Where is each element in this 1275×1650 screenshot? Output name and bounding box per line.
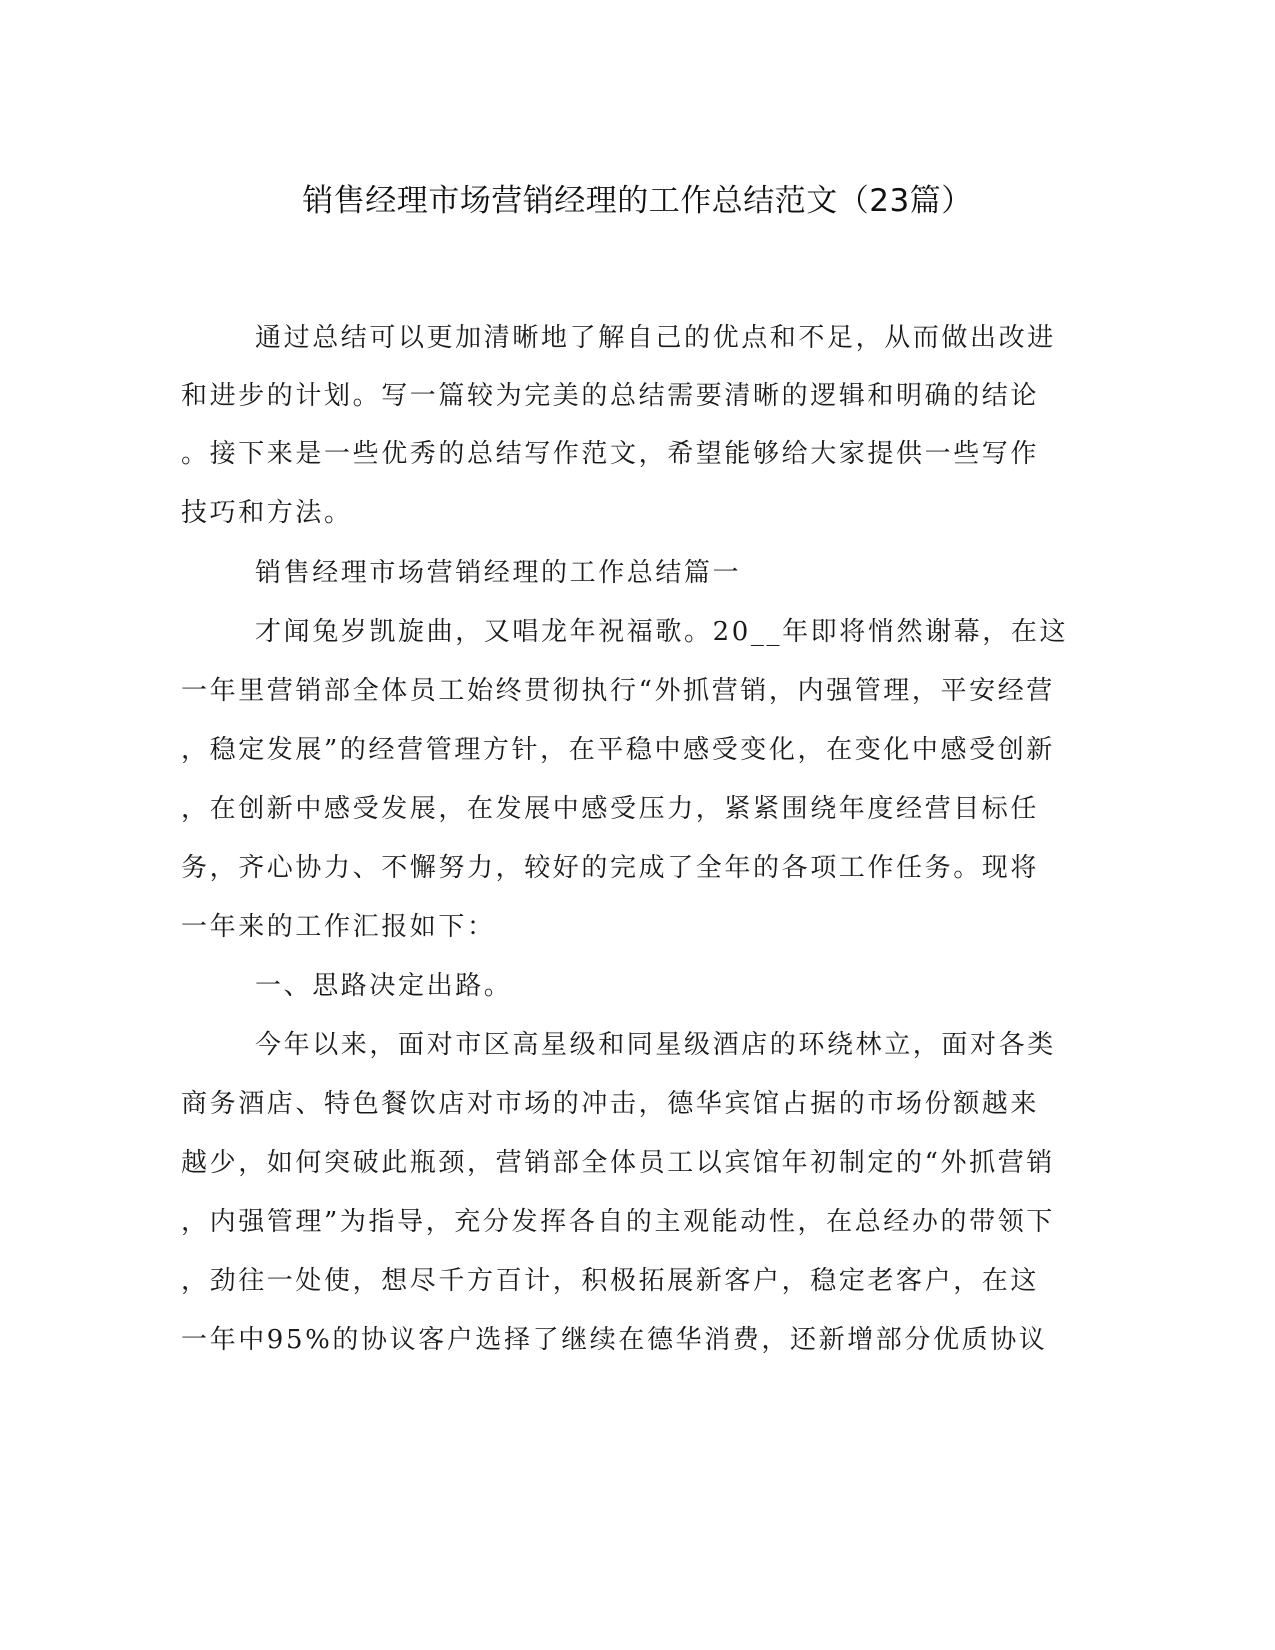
paragraph-line: ，劲往一处使，想尽千方百计，积极拓展新客户，稳定老客户，在这 — [181, 1266, 1040, 1296]
paragraph-line: 今年以来，面对市区高星级和同星级酒店的环绕林立，面对各类 — [255, 1030, 1056, 1060]
paragraph-line: 商务酒店、特色餐饮店对市场的冲击，德华宾馆占据的市场份额越来 — [181, 1089, 1040, 1119]
paragraph-line: ，在创新中感受发展，在发展中感受压力，紧紧围绕年度经营目标任 — [181, 794, 1040, 824]
document-title: 销售经理市场营销经理的工作总结范文（23篇） — [302, 183, 973, 219]
paragraph-line: 越少，如何突破此瓶颈，营销部全体员工以宾馆年初制定的“外抓营销 — [181, 1148, 1055, 1178]
paragraph-line: 一年中95%的协议客户选择了继续在德华消费，还新增部分优质协议 — [181, 1325, 1048, 1355]
paragraph-line: 一年里营销部全体员工始终贯彻执行“外抓营销，内强管理，平安经营 — [181, 676, 1055, 706]
subsection-heading: 一、思路决定出路。 — [255, 971, 513, 1001]
paragraph-line: 一年来的工作汇报如下： — [181, 912, 496, 942]
paragraph-line: 。接下来是一些优秀的总结写作范文，希望能够给大家提供一些写作 — [181, 439, 1040, 469]
paragraph-line: ，稳定发展”的经营管理方针，在平稳中感受变化，在变化中感受创新 — [181, 735, 1055, 765]
paragraph-line: 技巧和方法。 — [181, 498, 353, 528]
paragraph-line: 和进步的计划。写一篇较为完美的总结需要清晰的逻辑和明确的结论 — [181, 381, 1040, 411]
paragraph-line: 通过总结可以更加清晰地了解自己的优点和不足，从而做出改进 — [255, 323, 1056, 353]
paragraph-line: ，内强管理”为指导，充分发挥各自的主观能动性，在总经办的带领下 — [181, 1207, 1055, 1237]
section-heading: 销售经理市场营销经理的工作总结篇一 — [255, 558, 742, 588]
paragraph-line: 才闻兔岁凯旋曲，又唱龙年祝福歌。20__年即将悄然谢幕，在这 — [255, 617, 1069, 647]
paragraph-line: 务，齐心协力、不懈努力，较好的完成了全年的各项工作任务。现将 — [181, 853, 1040, 883]
